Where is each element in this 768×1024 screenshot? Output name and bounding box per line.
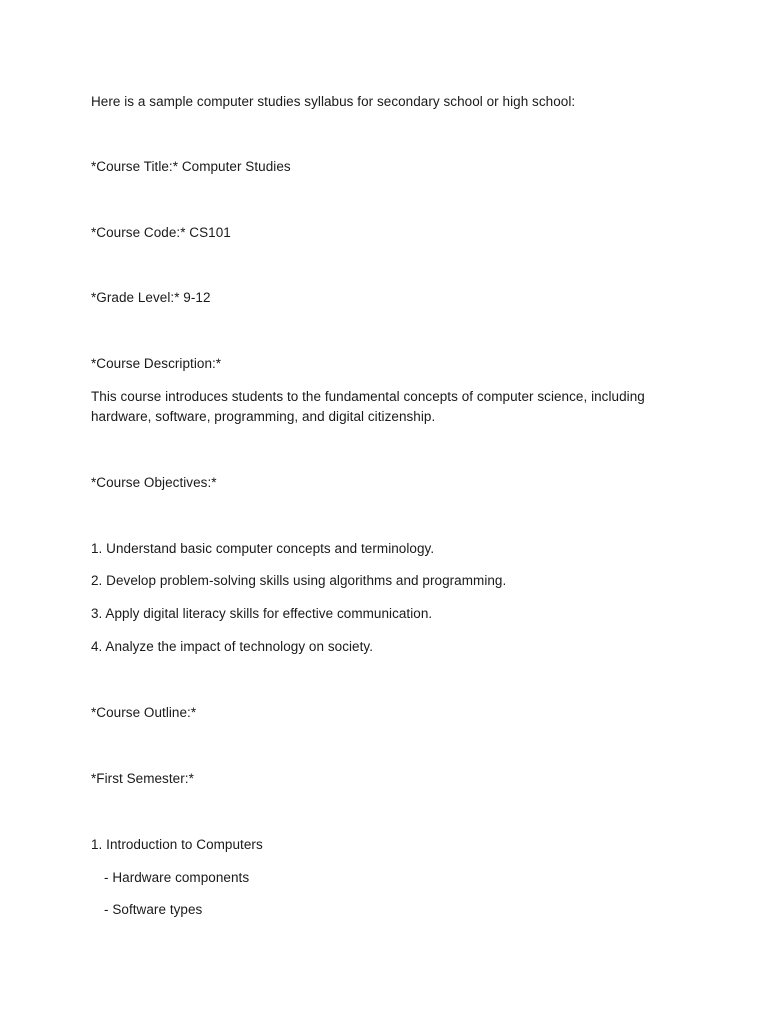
course-title: *Course Title:* Computer Studies [91,159,291,174]
grade-level: *Grade Level:* 9-12 [91,290,211,305]
objective-item: 2. Develop problem-solving skills using algorithms and programming. [91,573,507,588]
intro-text: Here is a sample computer studies syllabus for secondary school or high school: [91,94,576,109]
course-outline-heading: *Course Outline:* [91,705,197,720]
unit-subitem: - Software types [104,902,203,917]
objective-item: 1. Understand basic computer concepts and terminology. [91,541,435,556]
course-objectives-heading: *Course Objectives:* [91,475,217,490]
course-description-heading: *Course Description:* [91,356,222,371]
course-code: *Course Code:* CS101 [91,225,231,240]
objective-item: 4. Analyze the impact of technology on society. [91,639,374,654]
unit-title: 1. Introduction to Computers [91,837,263,852]
objective-item: 3. Apply digital literacy skills for effective communication. [91,606,433,621]
first-semester-heading: *First Semester:* [91,771,194,786]
course-description-line-1: This course introduces students to the fundamental concepts of computer science, including [91,389,645,404]
unit-subitem: - Hardware components [104,870,250,885]
course-description-line-2: hardware, software, programming, and digital citizenship. [91,409,436,424]
